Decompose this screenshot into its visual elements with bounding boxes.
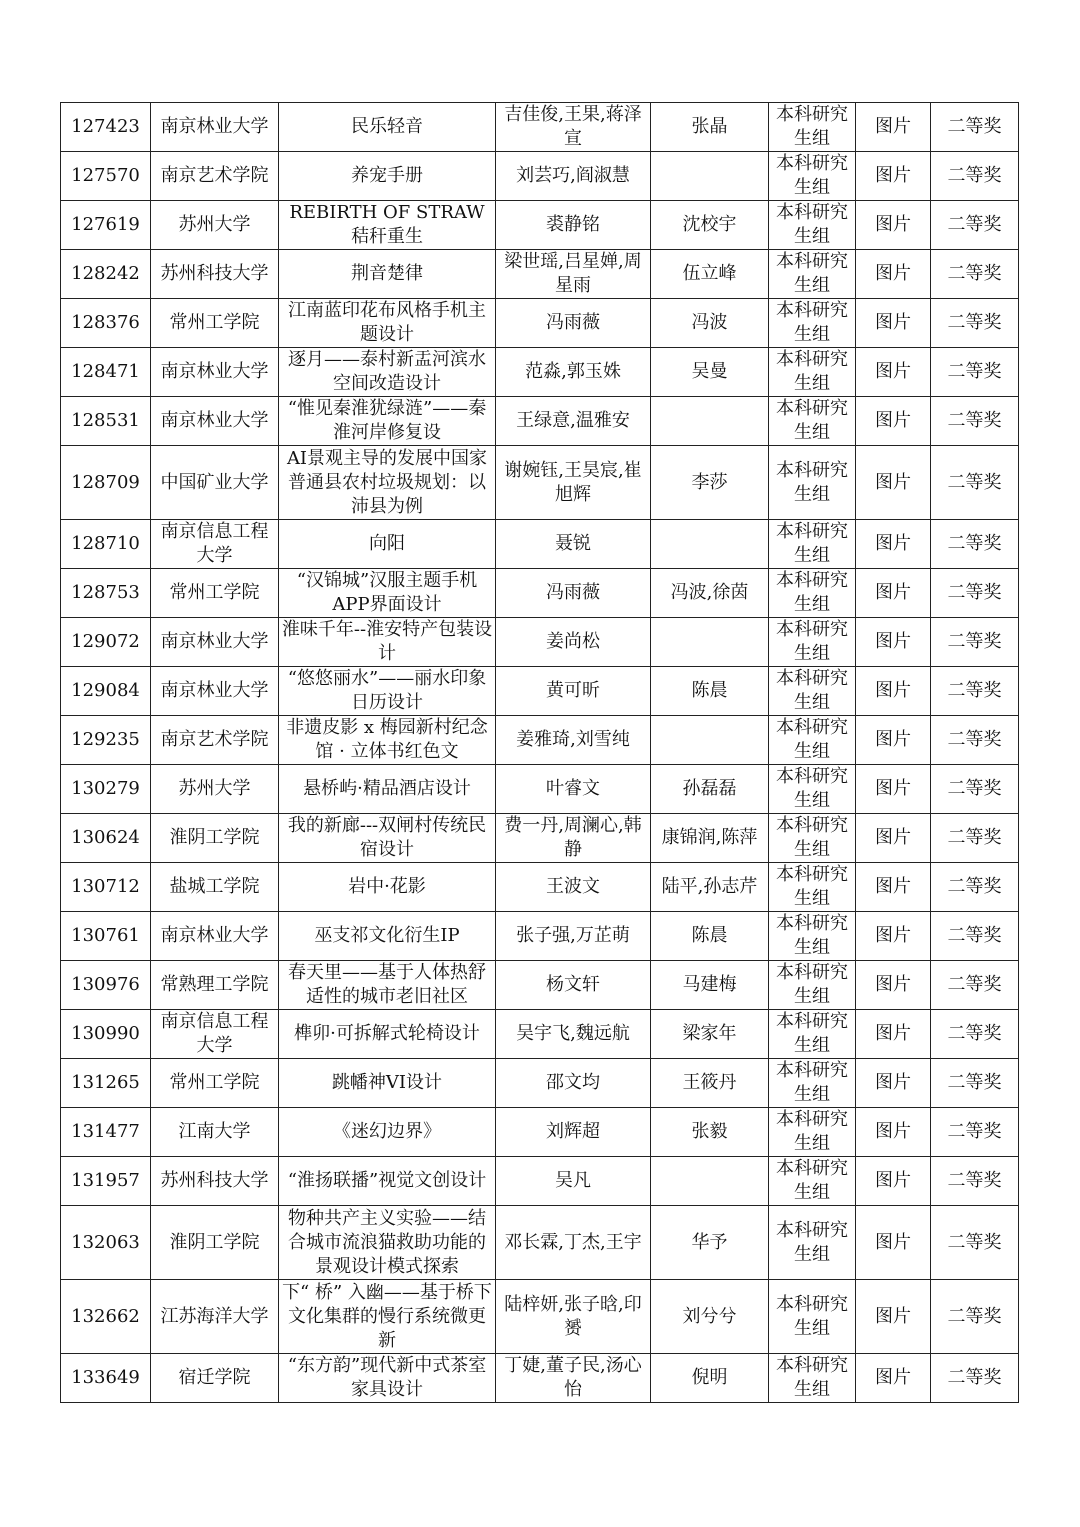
- work-type: 图片: [856, 863, 931, 912]
- table-row: [61, 912, 1019, 961]
- entry-id: 128471: [61, 348, 151, 397]
- advisor-name: 倪明: [651, 1354, 769, 1403]
- entry-id: 128242: [61, 250, 151, 299]
- entry-id: 132063: [61, 1206, 151, 1280]
- advisor-name: 梁家年: [651, 1010, 769, 1059]
- advisor-name: [651, 152, 769, 201]
- group-category: 本科研究生组: [769, 299, 856, 348]
- school-name: 盐城工学院: [151, 863, 279, 912]
- advisor-name: 张晶: [651, 103, 769, 152]
- entry-id: 131265: [61, 1059, 151, 1108]
- advisor-name: 康锦润,陈萍: [651, 814, 769, 863]
- work-title: 《迷幻边界》: [279, 1108, 496, 1157]
- table-row: [61, 152, 1019, 201]
- entry-id: 130761: [61, 912, 151, 961]
- work-title: 巫支祁文化衍生IP: [279, 912, 496, 961]
- author-names: 叶睿文: [496, 765, 651, 814]
- award-level: 二等奖: [931, 397, 1019, 446]
- group-category: 本科研究生组: [769, 1354, 856, 1403]
- entry-id: 131477: [61, 1108, 151, 1157]
- work-type: 图片: [856, 250, 931, 299]
- work-type: 图片: [856, 152, 931, 201]
- group-category: 本科研究生组: [769, 397, 856, 446]
- author-names: 张子强,万芷萌: [496, 912, 651, 961]
- award-level: 二等奖: [931, 1354, 1019, 1403]
- work-type: 图片: [856, 397, 931, 446]
- table-row: [61, 1354, 1019, 1403]
- entry-id: 132662: [61, 1280, 151, 1354]
- work-title: “惟见秦淮犹绿涟”——秦淮河岸修复设: [279, 397, 496, 446]
- school-name: 江南大学: [151, 1108, 279, 1157]
- work-title: “淮扬联播”视觉文创设计: [279, 1157, 496, 1206]
- work-type: 图片: [856, 1108, 931, 1157]
- table-row: [61, 299, 1019, 348]
- entry-id: 128753: [61, 569, 151, 618]
- awards-table: [60, 102, 1019, 1403]
- table-row: [61, 397, 1019, 446]
- advisor-name: [651, 520, 769, 569]
- author-names: 梁世瑶,吕星婵,周星雨: [496, 250, 651, 299]
- award-level: 二等奖: [931, 961, 1019, 1010]
- entry-id: 127423: [61, 103, 151, 152]
- author-names: 谢婉钰,王昊宸,崔旭辉: [496, 446, 651, 520]
- author-names: 裘静铭: [496, 201, 651, 250]
- advisor-name: 王筱丹: [651, 1059, 769, 1108]
- work-title: 荆音楚律: [279, 250, 496, 299]
- advisor-name: 李莎: [651, 446, 769, 520]
- award-level: 二等奖: [931, 299, 1019, 348]
- school-name: 南京林业大学: [151, 667, 279, 716]
- entry-id: 129235: [61, 716, 151, 765]
- advisor-name: [651, 1157, 769, 1206]
- work-type: 图片: [856, 520, 931, 569]
- advisor-name: [651, 397, 769, 446]
- group-category: 本科研究生组: [769, 348, 856, 397]
- school-name: 南京林业大学: [151, 618, 279, 667]
- entry-id: 130712: [61, 863, 151, 912]
- school-name: 淮阴工学院: [151, 814, 279, 863]
- table-row: [61, 863, 1019, 912]
- work-title: 我的新廊---双闸村传统民宿设计: [279, 814, 496, 863]
- award-level: 二等奖: [931, 1108, 1019, 1157]
- entry-id: 130990: [61, 1010, 151, 1059]
- author-names: 姜雅琦,刘雪纯: [496, 716, 651, 765]
- award-level: 二等奖: [931, 250, 1019, 299]
- entry-id: 130624: [61, 814, 151, 863]
- author-names: 范淼,郭玉姝: [496, 348, 651, 397]
- author-names: 冯雨薇: [496, 299, 651, 348]
- work-type: 图片: [856, 814, 931, 863]
- author-names: 王波文: [496, 863, 651, 912]
- group-category: 本科研究生组: [769, 446, 856, 520]
- work-title: 春天里——基于人体热舒适性的城市老旧社区: [279, 961, 496, 1010]
- table-row: [61, 961, 1019, 1010]
- group-category: 本科研究生组: [769, 814, 856, 863]
- award-level: 二等奖: [931, 618, 1019, 667]
- school-name: 南京信息工程大学: [151, 520, 279, 569]
- author-names: 王绿意,温雅安: [496, 397, 651, 446]
- group-category: 本科研究生组: [769, 569, 856, 618]
- group-category: 本科研究生组: [769, 1280, 856, 1354]
- work-title: 榫卯·可拆解式轮椅设计: [279, 1010, 496, 1059]
- work-title: 逐月——泰村新盂河滨水空间改造设计: [279, 348, 496, 397]
- advisor-name: 华予: [651, 1206, 769, 1280]
- work-title: AI景观主导的发展中国家普通县农村垃圾规划：以沛县为例: [279, 446, 496, 520]
- entry-id: 128376: [61, 299, 151, 348]
- table-row: [61, 716, 1019, 765]
- table-row: [61, 814, 1019, 863]
- award-level: 二等奖: [931, 1059, 1019, 1108]
- award-level: 二等奖: [931, 814, 1019, 863]
- work-type: 图片: [856, 201, 931, 250]
- table-row: [61, 765, 1019, 814]
- school-name: 淮阴工学院: [151, 1206, 279, 1280]
- author-names: 刘芸巧,阎淑慧: [496, 152, 651, 201]
- award-level: 二等奖: [931, 716, 1019, 765]
- award-level: 二等奖: [931, 1157, 1019, 1206]
- group-category: 本科研究生组: [769, 618, 856, 667]
- award-level: 二等奖: [931, 152, 1019, 201]
- table-row: [61, 103, 1019, 152]
- work-title: 下“ 桥” 入幽——基于桥下文化集群的慢行系统微更新: [279, 1280, 496, 1354]
- entry-id: 128531: [61, 397, 151, 446]
- award-level: 二等奖: [931, 569, 1019, 618]
- work-type: 图片: [856, 667, 931, 716]
- author-names: 冯雨薇: [496, 569, 651, 618]
- work-type: 图片: [856, 1059, 931, 1108]
- group-category: 本科研究生组: [769, 1206, 856, 1280]
- group-category: 本科研究生组: [769, 103, 856, 152]
- work-type: 图片: [856, 299, 931, 348]
- school-name: 苏州大学: [151, 201, 279, 250]
- work-title: 物种共产主义实验——结合城市流浪猫救助功能的景观设计模式探索: [279, 1206, 496, 1280]
- school-name: 常州工学院: [151, 569, 279, 618]
- work-type: 图片: [856, 446, 931, 520]
- table-row: [61, 1157, 1019, 1206]
- entry-id: 133649: [61, 1354, 151, 1403]
- work-title: “东方韵”现代新中式茶室家具设计: [279, 1354, 496, 1403]
- school-name: 常熟理工学院: [151, 961, 279, 1010]
- table-row: [61, 1280, 1019, 1354]
- advisor-name: 冯波: [651, 299, 769, 348]
- work-type: 图片: [856, 961, 931, 1010]
- table-row: [61, 1206, 1019, 1280]
- entry-id: 130279: [61, 765, 151, 814]
- group-category: 本科研究生组: [769, 1108, 856, 1157]
- school-name: 南京信息工程大学: [151, 1010, 279, 1059]
- group-category: 本科研究生组: [769, 201, 856, 250]
- award-level: 二等奖: [931, 863, 1019, 912]
- school-name: 南京林业大学: [151, 103, 279, 152]
- work-title: 向阳: [279, 520, 496, 569]
- work-type: 图片: [856, 1280, 931, 1354]
- advisor-name: 孙磊磊: [651, 765, 769, 814]
- advisor-name: 伍立峰: [651, 250, 769, 299]
- author-names: 陆梓妍,张子晗,印赟: [496, 1280, 651, 1354]
- work-type: 图片: [856, 912, 931, 961]
- school-name: 南京艺术学院: [151, 152, 279, 201]
- author-names: 丁婕,董子民,汤心怡: [496, 1354, 651, 1403]
- school-name: 南京艺术学院: [151, 716, 279, 765]
- entry-id: 129072: [61, 618, 151, 667]
- work-title: 岩中·花影: [279, 863, 496, 912]
- award-level: 二等奖: [931, 1010, 1019, 1059]
- award-level: 二等奖: [931, 520, 1019, 569]
- work-type: 图片: [856, 716, 931, 765]
- work-title: 跳幡神VI设计: [279, 1059, 496, 1108]
- group-category: 本科研究生组: [769, 716, 856, 765]
- advisor-name: 张毅: [651, 1108, 769, 1157]
- school-name: 常州工学院: [151, 299, 279, 348]
- group-category: 本科研究生组: [769, 250, 856, 299]
- advisor-name: 吴曼: [651, 348, 769, 397]
- table-row: [61, 201, 1019, 250]
- school-name: 中国矿业大学: [151, 446, 279, 520]
- work-type: 图片: [856, 1206, 931, 1280]
- author-names: 吴宇飞,魏远航: [496, 1010, 651, 1059]
- author-names: 聂锐: [496, 520, 651, 569]
- award-level: 二等奖: [931, 446, 1019, 520]
- entry-id: 128709: [61, 446, 151, 520]
- work-title: “汉锦城”汉服主题手机APP界面设计: [279, 569, 496, 618]
- author-names: 刘辉超: [496, 1108, 651, 1157]
- group-category: 本科研究生组: [769, 765, 856, 814]
- work-type: 图片: [856, 618, 931, 667]
- school-name: 南京林业大学: [151, 912, 279, 961]
- advisor-name: 马建梅: [651, 961, 769, 1010]
- group-category: 本科研究生组: [769, 520, 856, 569]
- work-type: 图片: [856, 1157, 931, 1206]
- entry-id: 127570: [61, 152, 151, 201]
- advisor-name: 陆平,孙志芹: [651, 863, 769, 912]
- award-level: 二等奖: [931, 765, 1019, 814]
- school-name: 苏州科技大学: [151, 1157, 279, 1206]
- table-row: [61, 348, 1019, 397]
- award-level: 二等奖: [931, 667, 1019, 716]
- advisor-name: 沈校宇: [651, 201, 769, 250]
- award-level: 二等奖: [931, 1280, 1019, 1354]
- author-names: 黄可昕: [496, 667, 651, 716]
- advisor-name: 陈晨: [651, 667, 769, 716]
- work-title: 江南蓝印花布风格手机主题设计: [279, 299, 496, 348]
- advisor-name: 刘兮兮: [651, 1280, 769, 1354]
- author-names: 杨文轩: [496, 961, 651, 1010]
- author-names: 姜尚松: [496, 618, 651, 667]
- work-type: 图片: [856, 348, 931, 397]
- work-type: 图片: [856, 1354, 931, 1403]
- author-names: 吴凡: [496, 1157, 651, 1206]
- group-category: 本科研究生组: [769, 863, 856, 912]
- school-name: 南京林业大学: [151, 348, 279, 397]
- group-category: 本科研究生组: [769, 667, 856, 716]
- table-row: [61, 667, 1019, 716]
- table-row: [61, 1108, 1019, 1157]
- work-type: 图片: [856, 103, 931, 152]
- group-category: 本科研究生组: [769, 1157, 856, 1206]
- group-category: 本科研究生组: [769, 961, 856, 1010]
- school-name: 苏州科技大学: [151, 250, 279, 299]
- table-row: [61, 1059, 1019, 1108]
- work-title: 淮味千年--淮安特产包装设计: [279, 618, 496, 667]
- work-title: 悬桥屿·精品酒店设计: [279, 765, 496, 814]
- table-row: [61, 1010, 1019, 1059]
- entry-id: 128710: [61, 520, 151, 569]
- group-category: 本科研究生组: [769, 912, 856, 961]
- work-type: 图片: [856, 569, 931, 618]
- advisor-name: [651, 716, 769, 765]
- school-name: 常州工学院: [151, 1059, 279, 1108]
- group-category: 本科研究生组: [769, 1010, 856, 1059]
- award-level: 二等奖: [931, 348, 1019, 397]
- table-row: [61, 520, 1019, 569]
- work-title: REBIRTH OF STRAW 秸秆重生: [279, 201, 496, 250]
- table-row: [61, 618, 1019, 667]
- author-names: 邵文均: [496, 1059, 651, 1108]
- work-title: 非遗皮影 x 梅园新村纪念馆 · 立体书红色文: [279, 716, 496, 765]
- work-title: “悠悠丽水”——丽水印象日历设计: [279, 667, 496, 716]
- work-type: 图片: [856, 1010, 931, 1059]
- table-row: [61, 446, 1019, 520]
- author-names: 吉佳俊,王果,蒋泽宣: [496, 103, 651, 152]
- award-level: 二等奖: [931, 1206, 1019, 1280]
- entry-id: 127619: [61, 201, 151, 250]
- school-name: 江苏海洋大学: [151, 1280, 279, 1354]
- award-level: 二等奖: [931, 201, 1019, 250]
- entry-id: 129084: [61, 667, 151, 716]
- advisor-name: [651, 618, 769, 667]
- work-type: 图片: [856, 765, 931, 814]
- table-row: [61, 569, 1019, 618]
- work-title: 民乐轻音: [279, 103, 496, 152]
- group-category: 本科研究生组: [769, 152, 856, 201]
- work-title: 养宠手册: [279, 152, 496, 201]
- author-names: 邓长霖,丁杰,王宇: [496, 1206, 651, 1280]
- advisor-name: 冯波,徐茵: [651, 569, 769, 618]
- award-level: 二等奖: [931, 103, 1019, 152]
- author-names: 费一丹,周澜心,韩静: [496, 814, 651, 863]
- award-level: 二等奖: [931, 912, 1019, 961]
- advisor-name: 陈晨: [651, 912, 769, 961]
- school-name: 宿迁学院: [151, 1354, 279, 1403]
- school-name: 南京林业大学: [151, 397, 279, 446]
- table-row: [61, 250, 1019, 299]
- entry-id: 131957: [61, 1157, 151, 1206]
- group-category: 本科研究生组: [769, 1059, 856, 1108]
- school-name: 苏州大学: [151, 765, 279, 814]
- entry-id: 130976: [61, 961, 151, 1010]
